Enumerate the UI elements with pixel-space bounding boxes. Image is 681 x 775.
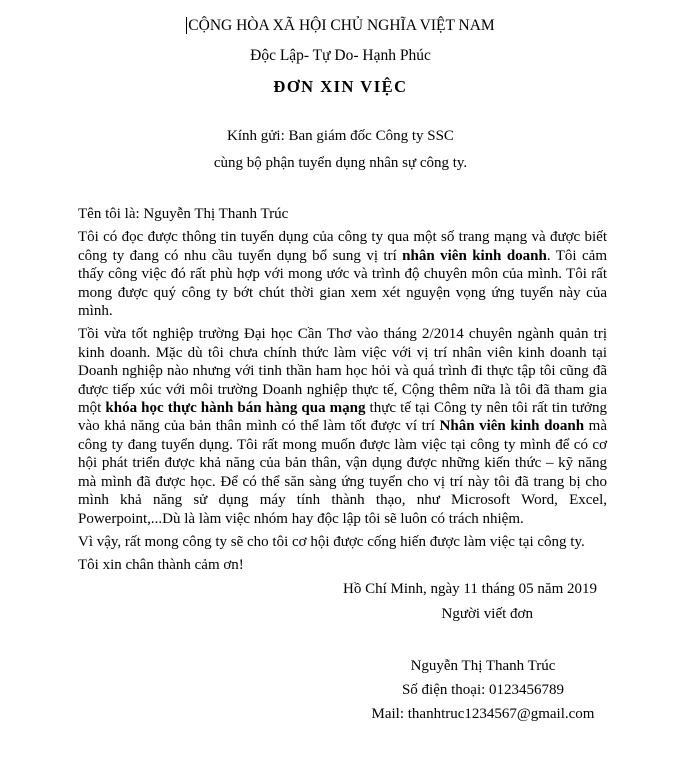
recipient-line-2: cùng bộ phận tuyển dụng nhân sự công ty.: [213, 155, 468, 171]
body-paragraph: Tôi xin chân thành cảm ơn!: [78, 557, 244, 574]
signer-phone: Số điện thoại: 0123456789: [401, 681, 565, 698]
signer-name: Nguyễn Thị Thanh Trúc: [410, 657, 556, 674]
national-title: [0, 17, 681, 35]
body-paragraph: Vì vậy, rất mong công ty sẽ cho tôi cơ hội được cống hiến được làm việc tại công ty.: [78, 533, 585, 550]
signer-email: Mail: thanhtruc1234567@gmail.com: [371, 706, 595, 723]
body-paragraph: Tồi vừa tốt nghiệp trường Đại học Cần Thơ vào tháng 2/2014 chuyên ngành quản trị kinh doanh. Mặc dù tôi chưa chính thức làm việc với vị trí nhân viên kinh doanh tại Doanh nghiệp nào nhưng với tinh thần ham học hỏi và quá trình đi thực tập tôi cũng đã được tiếp xúc với môi trường Doanh nghiệp thực tế, Cộng thêm nữa là tôi đã tham gia một khóa học thực hành bán hàng qua mạng thực tế tại Công ty nên tôi rất tin tưởng vào khả năng của bản thân mình có thể làm tốt được ví trí Nhân viên kinh doanh mà công ty đang tuyển dụng. Tôi rất mong muốn được làm việc tại công ty mình để có cơ hội phát triển được khả năng của bản thân, vận dụng được những kiến thức – kỹ năng mà mình đã được học. Để có thể săn sàng ứng tuyển cho vị trí này tôi đã trang bị cho mình khả năng sử dụng máy tính thành thạo, như Microsoft Word, Excel, Powerpoint,...Dù là làm việc nhóm hay độc lập tôi sẽ luôn có trách nhiệm.: [78, 326, 607, 527]
body-paragraph: Tôi có đọc được thông tin tuyển dụng của công ty qua một số trang mạng và được biết công ty đang có nhu cầu tuyển dụng bổ sung vị trí nhân viên kinh doanh. Tôi cảm thấy công việc đó rất phù hợp với mong ước và trình độ chuyên môn của mình. Tôi rất mong được quý công ty bớt chút thời gian xem xét nguyện vọng ứng tuyển này của mình.: [78, 229, 607, 320]
signature-block: [337, 657, 629, 724]
signer-label: Người viết đơn: [441, 606, 533, 623]
national-title-text: CỘNG HÒA XÃ HỘI CHỦ NGHĨA VIỆT NAM: [188, 17, 495, 34]
recipient-block: [0, 127, 681, 172]
body-paragraph: Tên tôi là: Nguyễn Thị Thanh Trúc: [78, 206, 289, 222]
date-line: Hồ Chí Minh, ngày 11 tháng 05 năm 2019: [342, 580, 597, 597]
letter-body: [78, 205, 607, 575]
national-motto: Độc Lập- Tự Do- Hạnh Phúc: [250, 47, 431, 64]
document-title: ĐƠN XIN VIỆC: [273, 77, 408, 96]
recipient-line-1: Kính gửi: Ban giám đốc Công ty SSC: [227, 128, 454, 144]
